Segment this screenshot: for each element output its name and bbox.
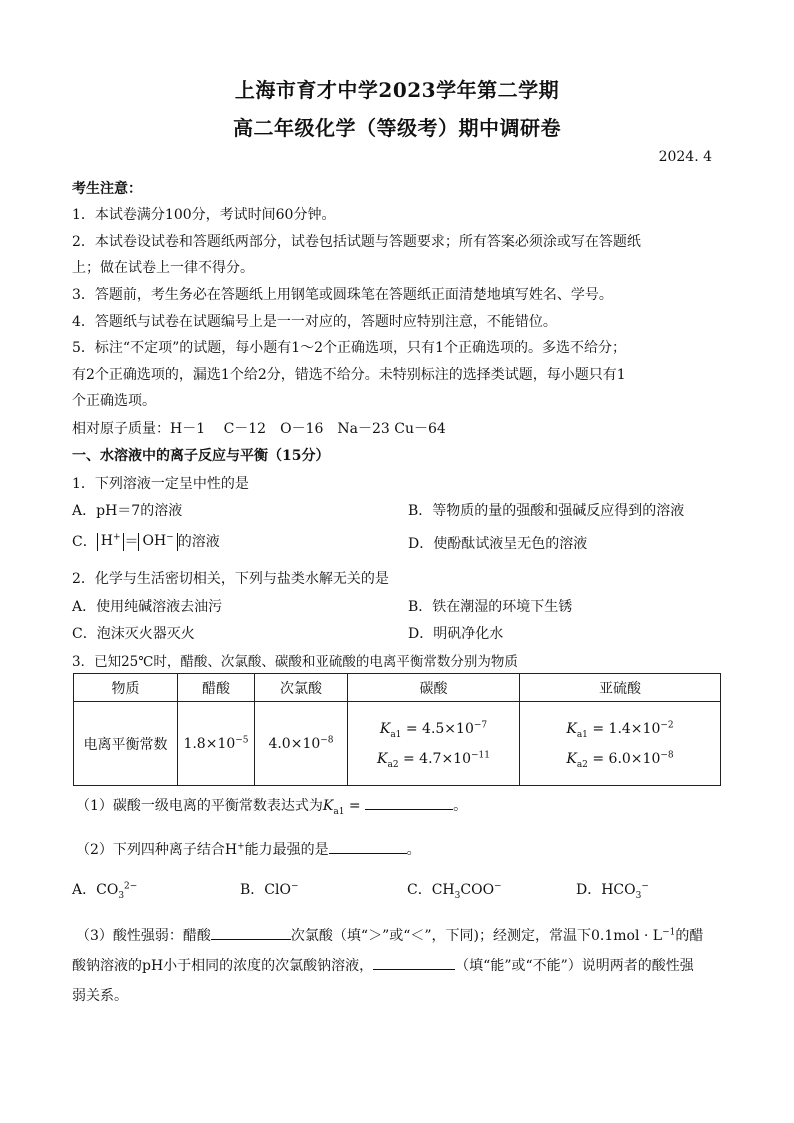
exam-title-line2: 高二年级化学（等级考）期中调研卷 (233, 116, 561, 140)
formula-part: COO (460, 882, 495, 898)
k-symbol: K (379, 720, 391, 737)
k-symbol: K (322, 798, 334, 814)
table-row-label: 电离平衡常数 (74, 702, 178, 786)
carbonic-ka2 (348, 749, 519, 770)
ka-exponent: −2 (660, 719, 674, 730)
exam-title-line1: 上海市育才中学2023学年第二学期 (234, 78, 560, 102)
ka-value: = 4.5×10 (401, 720, 474, 737)
answer-blank[interactable] (373, 955, 455, 970)
formula-charge: 2− (124, 881, 138, 892)
q2-option-a: A．使用纯碱溶液去油污 (72, 599, 223, 615)
h-concentration (97, 533, 125, 551)
ka-exponent: −8 (320, 734, 334, 745)
h-charge: + (112, 532, 121, 543)
table-header-cell: 碳酸 (348, 674, 520, 702)
q1-option-d: D．使酚酞试液呈无色的溶液 (408, 536, 588, 552)
carbonic-ka1 (348, 719, 519, 740)
hypochlorous-acid-ka (255, 702, 348, 786)
oh-charge: − (166, 532, 174, 543)
exam-date: 2024. 4 (658, 149, 712, 165)
sulfurous-ka1 (520, 719, 720, 740)
k-subscript: a2 (387, 759, 399, 770)
k-symbol: K (376, 750, 388, 767)
formula-subscript: 3 (454, 890, 461, 901)
formula-charge: − (641, 881, 649, 892)
q3-sub3-line1 (76, 925, 703, 945)
sub-question-text: （填“能”或“不能”）说明两者的酸性强 (455, 958, 694, 974)
k-symbol: K (566, 720, 577, 737)
sulfurous-ka2 (520, 749, 720, 770)
unit-exponent: −1 (662, 927, 676, 938)
note-item: 3．答题前，考生务必在答题纸上用钢笔或圆珠笔在答题纸正面清楚地填写姓名、学号。 (72, 287, 613, 303)
k-subscript: a1 (576, 729, 588, 740)
q1-option-c (72, 531, 220, 551)
q3-sub3-line2 (72, 955, 694, 975)
ka-value: = 6.0×10 (587, 750, 661, 767)
note-item: 有2个正确选项的，漏选1个给2分，错选不给分。未特别标注的选择类试题，每小题只有1 (72, 367, 626, 383)
note-item: 个正确选项。 (72, 393, 156, 409)
ka-value: = 1.4×10 (587, 720, 661, 737)
formula-subscript: 3 (635, 890, 642, 901)
answer-blank[interactable] (211, 925, 291, 940)
q3-sub3-line3: 弱关系。 (72, 988, 128, 1004)
ka-exponent: −8 (660, 749, 674, 760)
ka-value: 1.8×10 (183, 735, 236, 752)
sub-question-text: 酸钠溶液的pH小于相同的浓度的次氯酸钠溶液， (72, 958, 374, 974)
k-subscript: a1 (390, 729, 402, 740)
q3-sub2 (76, 839, 421, 859)
note-item: 4．答题纸与试卷在试题编号上是一一对应的，答题时应特别注意，不能错位。 (72, 314, 557, 330)
option-label: A．CO (72, 882, 119, 898)
ka-value: = 4.7×10 (398, 750, 471, 767)
oh-concentration (138, 533, 177, 551)
period: 。 (406, 842, 421, 858)
q3-sub2-option-a (72, 879, 137, 899)
formula-charge: − (290, 881, 299, 892)
sub-question-text: （3）酸性强弱：醋酸 (76, 928, 211, 944)
acetic-acid-ka (178, 702, 255, 786)
option-label: C．CH (407, 882, 455, 898)
question-1-stem: 1．下列溶液一定呈中性的是 (72, 476, 249, 492)
table-header-cell: 次氯酸 (255, 674, 348, 702)
q1-option-a: A．pH＝7的溶液 (72, 503, 183, 519)
sub-question-text: 能力最强的是 (244, 842, 329, 858)
formula-charge: − (494, 881, 502, 892)
ka-exponent: −5 (235, 734, 249, 745)
sub-question-text: （2）下列四种离子结合H (76, 842, 238, 858)
equals-sign: = (344, 798, 366, 814)
atomic-mass-line: 相对原子质量：H－1 C－12 O－16 Na－23 Cu－64 (72, 421, 446, 437)
ka-exponent: −11 (471, 749, 490, 760)
option-label: C． (72, 534, 97, 550)
section-heading: 一、水溶液中的离子反应与平衡（15分） (72, 448, 330, 464)
q3-sub2-option-b (240, 879, 299, 899)
k-symbol: K (566, 750, 577, 767)
table-row (74, 702, 721, 786)
period: 。 (453, 798, 468, 814)
option-label: D．HCO (576, 882, 636, 898)
notes-heading: 考生注意： (72, 181, 142, 197)
q2-option-c: C．泡沫灭火器灭火 (72, 626, 195, 642)
ionization-constants-table (73, 673, 721, 786)
ka-exponent: −7 (473, 719, 488, 730)
h-symbol: H (100, 533, 113, 549)
q1-option-b: B．等物质的量的强酸和强碱反应得到的溶液 (408, 503, 685, 519)
sub-question-text: （1）碳酸一级电离的平衡常数表达式为 (76, 798, 323, 814)
sub-question-text: 次氯酸（填“＞”或“＜”，下同)；经测定，常温下0.1mol · L (290, 928, 663, 944)
question-2-stem: 2．化学与生活密切相关，下列与盐类水解无关的是 (72, 571, 389, 587)
carbonic-acid-ka (348, 702, 520, 786)
option-label: B．ClO (240, 882, 291, 898)
q3-sub2-option-d (576, 879, 649, 899)
sub-question-text: 的醋 (675, 928, 704, 944)
question-3-stem: 3．已知25℃时，醋酸、次氯酸、碳酸和亚硫酸的电离平衡常数分别为物质 (72, 654, 518, 670)
equals-sign: ＝ (124, 534, 139, 550)
table-header-row (74, 674, 721, 702)
table-header-cell: 醋酸 (178, 674, 255, 702)
note-item: 2．本试卷设试卷和答题纸两部分，试卷包括试题与答题要求；所有答案必须涂或写在答题纸 (72, 234, 641, 250)
formula-subscript: 3 (118, 890, 125, 901)
h-charge: + (237, 841, 245, 852)
oh-symbol: OH (142, 533, 167, 549)
option-suffix: 的溶液 (177, 534, 220, 550)
note-item: 上；做在试卷上一律不得分。 (72, 260, 254, 276)
sulfurous-acid-ka (520, 702, 721, 786)
k-subscript: a2 (576, 759, 588, 770)
note-item: 1．本试卷满分100分，考试时间60分钟。 (72, 207, 336, 223)
q3-sub1 (76, 795, 467, 815)
q3-sub2-option-c (407, 879, 502, 899)
ka-value: 4.0×10 (268, 735, 321, 752)
q2-option-b: B．铁在潮湿的环境下生锈 (408, 599, 573, 615)
q2-option-d: D．明矾净化水 (408, 626, 504, 642)
table-header-cell: 物质 (74, 674, 178, 702)
note-item: 5．标注“不定项”的试题，每小题有1～2个正确选项，只有1个正确选项的。多选不给分； (72, 340, 626, 356)
answer-blank[interactable] (329, 839, 407, 854)
answer-blank[interactable] (365, 795, 453, 810)
table-header-cell: 亚硫酸 (520, 674, 721, 702)
k-subscript: a1 (333, 806, 345, 817)
